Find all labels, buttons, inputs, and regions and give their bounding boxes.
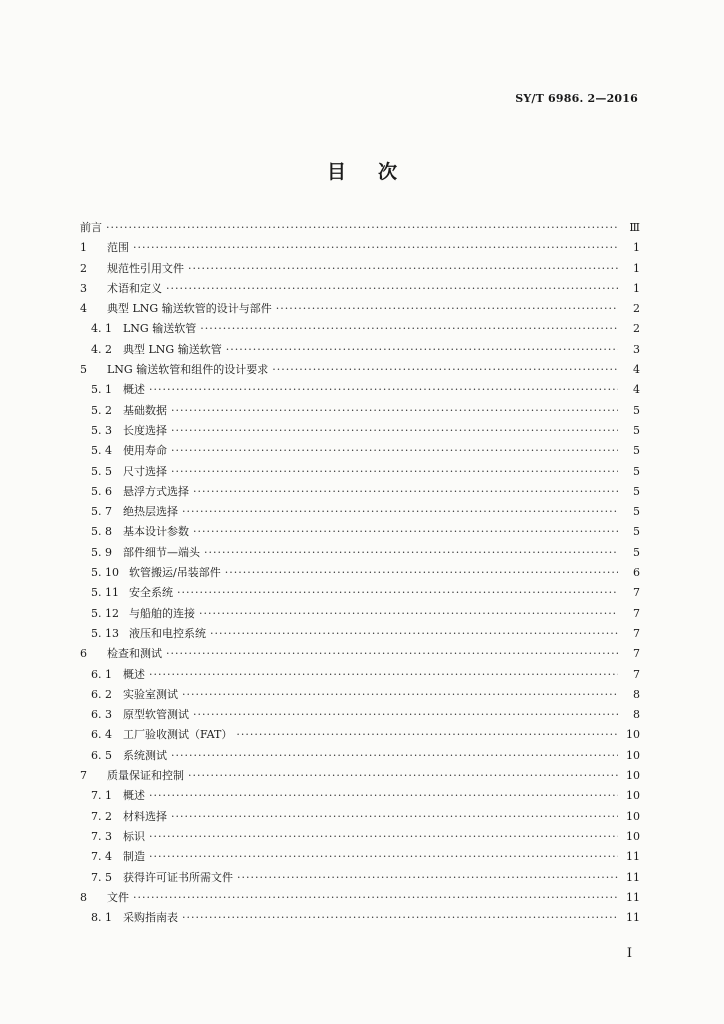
- dot-leader: [149, 830, 618, 843]
- toc-entry-label: 标识: [123, 829, 145, 843]
- toc-entry-page: 10: [626, 748, 640, 762]
- toc-entry[interactable]: [80, 320, 640, 340]
- dot-leader: [106, 221, 618, 234]
- toc-entry-number: 5. 10: [91, 566, 119, 580]
- toc-entry[interactable]: [80, 442, 640, 462]
- toc-entry-page: 10: [626, 829, 640, 843]
- toc-entry[interactable]: [80, 747, 640, 767]
- dot-leader: [188, 262, 618, 275]
- page-title: [0, 157, 724, 184]
- toc-entry-label: 采购指南表: [123, 911, 178, 925]
- dot-leader: [225, 566, 618, 579]
- dot-leader: [149, 789, 618, 802]
- standard-code: SY/T 6986. 2—2016: [515, 92, 638, 105]
- toc-entry-label: 系统测试: [123, 748, 167, 762]
- toc-entry-number: 5. 7: [91, 505, 112, 519]
- dot-leader: [149, 850, 618, 863]
- toc-entry[interactable]: [80, 828, 640, 848]
- toc-entry-number: 6. 2: [91, 687, 112, 701]
- toc-entry-page: Ⅲ: [629, 221, 640, 234]
- toc-entry-page: 1: [633, 281, 640, 295]
- toc-entry[interactable]: [80, 869, 640, 889]
- toc-entry-label: 典型 LNG 输送软管: [123, 342, 222, 356]
- toc-entry-page: 5: [633, 545, 640, 559]
- toc-entry-number: 7. 5: [91, 870, 112, 884]
- dot-leader: [166, 282, 618, 295]
- dot-leader: [171, 444, 618, 457]
- toc-entry-number: 7: [80, 769, 87, 783]
- toc-entry-label: 基本设计参数: [123, 525, 189, 539]
- dot-leader: [182, 911, 618, 924]
- toc-entry-page: 11: [626, 890, 640, 904]
- toc-entry[interactable]: [80, 848, 640, 868]
- toc-entry[interactable]: [80, 361, 640, 381]
- toc-entry[interactable]: [80, 666, 640, 686]
- toc-entry-page: 5: [633, 464, 640, 478]
- dot-leader: [236, 728, 618, 741]
- dot-leader: [177, 586, 618, 599]
- dot-leader: [133, 891, 618, 904]
- toc-entry-page: 7: [633, 667, 640, 681]
- toc-entry-number: 5: [80, 363, 87, 377]
- toc-entry-page: 6: [633, 566, 640, 580]
- page-number: I: [626, 946, 632, 961]
- toc-entry-page: 11: [626, 911, 640, 925]
- toc-entry[interactable]: [80, 463, 640, 483]
- toc-entry[interactable]: [80, 686, 640, 706]
- toc-entry-page: 5: [633, 484, 640, 498]
- toc-entry-label: 软管搬运/吊装部件: [129, 566, 221, 580]
- toc-entry-page: 5: [633, 505, 640, 519]
- toc-entry-number: 2: [80, 261, 87, 275]
- dot-leader: [200, 322, 618, 335]
- toc-entry[interactable]: [80, 422, 640, 442]
- toc-entry-page: 8: [633, 708, 640, 722]
- dot-leader: [133, 241, 618, 254]
- dot-leader: [171, 404, 618, 417]
- dot-leader: [171, 749, 618, 762]
- toc-entry-page: 11: [626, 850, 640, 864]
- toc-entry-number: 5. 13: [91, 626, 119, 640]
- toc-entry-number: 5. 8: [91, 525, 112, 539]
- toc-entry[interactable]: [80, 402, 640, 422]
- toc-entry-label: 材料选择: [123, 809, 167, 823]
- toc-entry-page: 5: [633, 403, 640, 417]
- toc-entry-number: 6. 5: [91, 748, 112, 762]
- toc-entry-label: 部件细节—端头: [123, 545, 200, 559]
- toc-entry-label: 尺寸选择: [123, 464, 167, 478]
- dot-leader: [171, 810, 618, 823]
- dot-leader: [166, 647, 618, 660]
- toc-entry-number: 5. 9: [91, 545, 112, 559]
- toc-entry-label: 液压和电控系统: [129, 626, 206, 640]
- toc-entry-page: 4: [633, 383, 640, 397]
- toc-entry[interactable]: [80, 787, 640, 807]
- dot-leader: [237, 871, 618, 884]
- toc-entry-label: 与船舶的连接: [129, 606, 195, 620]
- toc-entry-number: 6. 3: [91, 708, 112, 722]
- dot-leader: [182, 505, 618, 518]
- toc-entry-number: 5. 6: [91, 484, 112, 498]
- dot-leader: [210, 627, 618, 640]
- dot-leader: [204, 546, 618, 559]
- toc-entry-number: 7. 2: [91, 809, 112, 823]
- dot-leader: [188, 769, 618, 782]
- toc-entry-number: 6. 4: [91, 728, 112, 742]
- toc-entry[interactable]: [80, 706, 640, 726]
- toc-entry[interactable]: [80, 889, 640, 909]
- dot-leader: [171, 424, 618, 437]
- toc-entry-label: 概述: [123, 383, 145, 397]
- toc-entry[interactable]: [80, 219, 640, 239]
- toc-entry[interactable]: [80, 726, 640, 746]
- toc-entry-page: 2: [633, 302, 640, 316]
- toc-entry[interactable]: [80, 280, 640, 300]
- toc-entry[interactable]: [80, 605, 640, 625]
- toc-entry-number: 4: [80, 302, 87, 316]
- toc-entry-label: 典型 LNG 输送软管的设计与部件: [107, 302, 272, 316]
- toc-entry-number: 8. 1: [91, 911, 112, 925]
- toc-entry-label: 悬浮方式选择: [123, 484, 189, 498]
- table-of-contents: [80, 219, 640, 929]
- toc-entry-page: 1: [633, 241, 640, 255]
- toc-entry-label: LNG 输送软管: [123, 322, 197, 336]
- toc-entry-label: 概述: [123, 667, 145, 681]
- dot-leader: [182, 688, 618, 701]
- toc-entry-label: 工厂验收测试（FAT）: [123, 728, 233, 742]
- toc-entry-label: 长度选择: [123, 423, 167, 437]
- toc-entry-page: 11: [626, 870, 640, 884]
- toc-entry[interactable]: [80, 564, 640, 584]
- toc-entry-page: 10: [626, 809, 640, 823]
- toc-entry-number: 5. 12: [91, 606, 119, 620]
- toc-entry-label: 获得许可证书所需文件: [123, 870, 233, 884]
- dot-leader: [171, 465, 618, 478]
- title-char-2: 次: [378, 161, 398, 183]
- toc-entry-page: 7: [633, 586, 640, 600]
- toc-entry-number: 4. 1: [91, 322, 112, 336]
- toc-entry-page: 8: [633, 687, 640, 701]
- toc-entry-label: 规范性引用文件: [107, 261, 184, 275]
- toc-entry[interactable]: [80, 381, 640, 401]
- toc-entry-page: 7: [633, 606, 640, 620]
- toc-entry-number: 7. 1: [91, 789, 112, 803]
- toc-entry[interactable]: [80, 909, 640, 929]
- toc-entry[interactable]: [80, 645, 640, 665]
- toc-entry-page: 7: [633, 626, 640, 640]
- toc-entry-label: 术语和定义: [107, 281, 162, 295]
- toc-entry-number: 5. 4: [91, 444, 112, 458]
- toc-entry[interactable]: [80, 625, 640, 645]
- toc-entry-label: 文件: [107, 890, 129, 904]
- toc-entry-label: 制造: [123, 850, 145, 864]
- toc-entry-page: 5: [633, 525, 640, 539]
- toc-entry-page: 10: [626, 769, 640, 783]
- toc-entry-page: 2: [633, 322, 640, 336]
- toc-entry-page: 3: [633, 342, 640, 356]
- toc-entry[interactable]: [80, 523, 640, 543]
- dot-leader: [149, 668, 618, 681]
- toc-entry[interactable]: [80, 260, 640, 280]
- toc-entry-label: 安全系统: [129, 586, 173, 600]
- toc-entry-number: 5. 3: [91, 423, 112, 437]
- toc-entry-label: 前言: [80, 221, 102, 234]
- toc-entry-number: 8: [80, 890, 87, 904]
- toc-entry-page: 7: [633, 647, 640, 661]
- dot-leader: [193, 485, 618, 498]
- toc-entry-label: 原型软管测试: [123, 708, 189, 722]
- dot-leader: [199, 607, 618, 620]
- toc-entry-page: 5: [633, 444, 640, 458]
- toc-entry[interactable]: [80, 239, 640, 259]
- toc-entry-page: 5: [633, 423, 640, 437]
- toc-entry-number: 7. 3: [91, 829, 112, 843]
- toc-entry-number: 6. 1: [91, 667, 112, 681]
- toc-entry-page: 4: [633, 363, 640, 377]
- toc-entry[interactable]: [80, 300, 640, 320]
- toc-entry-number: 3: [80, 281, 87, 295]
- toc-entry-label: 检查和测试: [107, 647, 162, 661]
- dot-leader: [226, 343, 618, 356]
- toc-entry[interactable]: [80, 808, 640, 828]
- toc-entry-label: 基础数据: [123, 403, 167, 417]
- title-char-1: 目: [326, 161, 346, 183]
- toc-entry[interactable]: [80, 767, 640, 787]
- toc-entry-number: 7. 4: [91, 850, 112, 864]
- toc-entry-label: 实验室测试: [123, 687, 178, 701]
- toc-entry-label: 绝热层选择: [123, 505, 178, 519]
- toc-entry-label: LNG 输送软管和组件的设计要求: [107, 363, 269, 377]
- toc-entry[interactable]: [80, 483, 640, 503]
- toc-entry-label: 质量保证和控制: [107, 769, 184, 783]
- toc-entry-page: 10: [626, 728, 640, 742]
- toc-entry-label: 概述: [123, 789, 145, 803]
- toc-entry-label: 使用寿命: [123, 444, 167, 458]
- toc-entry-number: 4. 2: [91, 342, 112, 356]
- toc-entry[interactable]: [80, 544, 640, 564]
- toc-entry-number: 5. 1: [91, 383, 112, 397]
- toc-entry-page: 10: [626, 789, 640, 803]
- toc-entry-number: 5. 5: [91, 464, 112, 478]
- toc-entry-page: 1: [633, 261, 640, 275]
- toc-entry-number: 6: [80, 647, 87, 661]
- dot-leader: [193, 708, 618, 721]
- toc-entry[interactable]: [80, 503, 640, 523]
- toc-entry[interactable]: [80, 584, 640, 604]
- dot-leader: [149, 383, 618, 396]
- toc-entry-number: 5. 11: [91, 586, 119, 600]
- dot-leader: [276, 302, 618, 315]
- toc-entry-label: 范围: [107, 241, 129, 255]
- toc-entry-number: 1: [80, 241, 87, 255]
- dot-leader: [272, 363, 618, 376]
- toc-entry-number: 5. 2: [91, 403, 112, 417]
- dot-leader: [193, 525, 618, 538]
- toc-entry[interactable]: [80, 341, 640, 361]
